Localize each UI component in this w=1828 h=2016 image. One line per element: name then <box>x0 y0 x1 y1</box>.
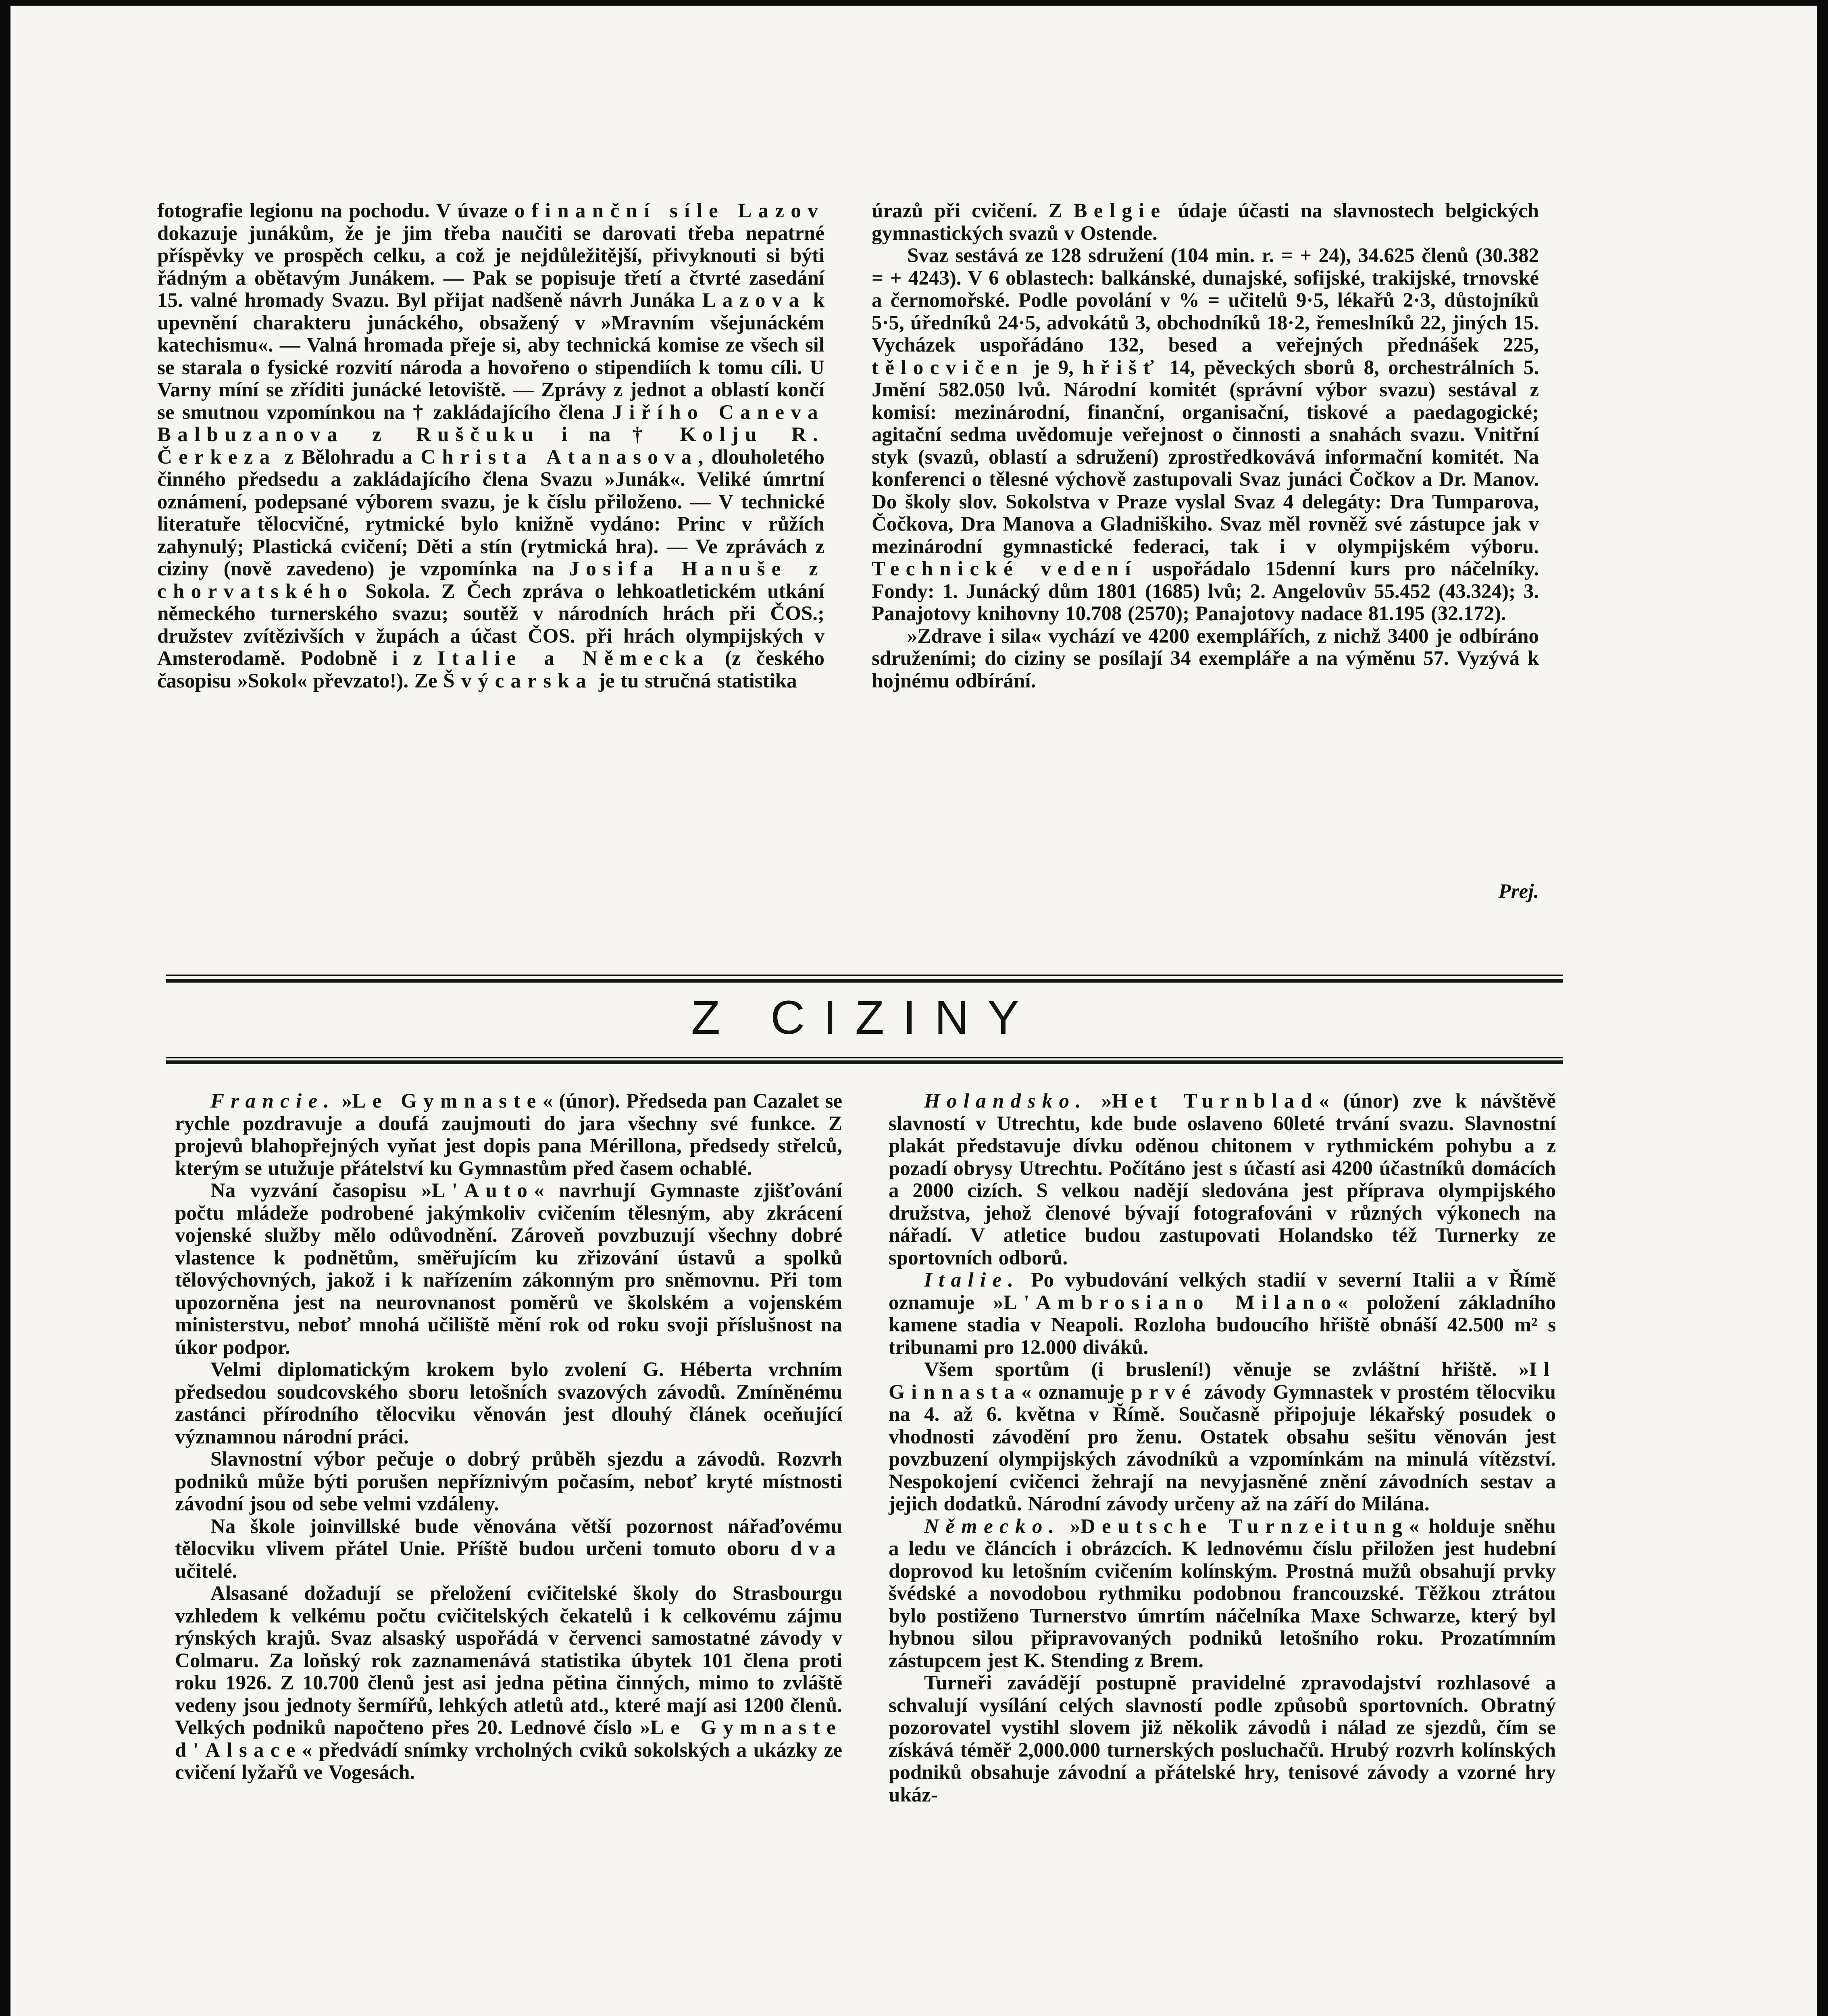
text-run: je tu stručná statistika <box>592 669 797 692</box>
section-title: Z CIZINY <box>691 991 1038 1044</box>
text-run: prvé <box>1131 1381 1197 1404</box>
text-run: Německo. <box>924 1515 1061 1538</box>
text-run: Kolju R. Čerkeza <box>157 423 824 469</box>
text-run: « (únor). Předseda pan Cazalet se rychle pozdravuje a doufá zaujmouti do jara všechny své funkce. Z projevů blahopřejných vyňat jest dopis pana Mérillona, předsedy střelců, kterým se utužuje přátelství ku Gymnastům před časem ochablé. <box>175 1090 843 1180</box>
text-run: k upevnění charakteru junáckého, obsažený v »Mravním všejunáckém katechismu«. — Valná hromada přeje si, aby technická komise ze všech sil se starala o fysické rozvití národa a hovořeno o stipendiích k tomu cíli. U Varny míní se zříditi junácké letoviště. — Zprávy z jednot a oblastí končí se smutnou vzpomínkou na † zakládajícího člena <box>157 289 824 424</box>
text-run: » <box>1087 1090 1112 1112</box>
bottom-right-column <box>889 1090 1556 1806</box>
text-run: « holduje sněhu a ledu ve článcích i obrázcích. K lednovému číslu přiložen jest hudební doprovod ku letošním cvičením kolínským. Prostná mužů obsahují prvky švédské a novodobou rythmiku podobnou francouzské. Těžkou ztrátou bylo postiženo Turnerstvo úmrtím náčelníka Maxe Schwarze, který byl hybnou silou připravovaných podniků letošního roku. Prozatímním zástupcem jest K. Stending z Brem. <box>889 1515 1556 1672</box>
text-run: « položení základního kamene stadia v Neapoli. Rozloha budoucího hřiště obnáší 42.500 m² s tribunami pro 12.000 diváků. <box>889 1291 1556 1359</box>
paragraph <box>889 1516 1556 1672</box>
text-run: Le Gymnaste <box>352 1090 543 1112</box>
text-run: L'Auto <box>431 1179 534 1202</box>
text-run: Velmi diplomatickým krokem bylo zvolení G. Héberta vrchním předsedou soudcovského sboru letošních svazových závodů. Zmíněnému zastánci přírodního tělocviku věnován jest dlouhý článek oceňující významnou národní práci. <box>175 1358 842 1448</box>
title-rule-top-thick <box>166 979 1563 983</box>
text-run: Italie a Německa <box>437 647 710 670</box>
text-run: Le Gymnaste d'Alsace <box>175 1716 842 1762</box>
text-run: závody Gymnastek v prostém tělocviku na 4. až 6. května v Římě. Současně připojuje lékařský posudek o vhodnosti závodění pro ženu. Ostatek obsahu sešitu věnován jest povzbuzení olympijských závodníků a vzpomínkám na minulá vítězství. Nespokojení cvičenci žehrají na nevyjasněné znění závodních sestav a jejich dodatků. Národní závody určeny až na září do Milána. <box>889 1381 1556 1515</box>
title-rule-top-thin <box>166 975 1563 976</box>
text-run: » <box>335 1090 352 1112</box>
text-run: finanční síle Lazov <box>531 200 824 222</box>
text-run: Švýcarska <box>443 669 593 692</box>
text-run: Na škole joinvillské bude věnována větší pozornost nářaďovému tělocviku vlivem přátel Unie. Příště budou určeni tomuto oboru <box>175 1515 842 1560</box>
text-run: Technické vedení <box>872 558 1137 580</box>
paragraph <box>889 1359 1556 1516</box>
signature-line <box>872 881 1539 905</box>
text-run: Jiřího Caneva Balbuzanova z Ruščuku <box>157 401 824 446</box>
text-run: dva <box>790 1537 842 1560</box>
text-run: « navrhují Gymnaste zjišťování počtu mládeže podrobené jakýmkoliv cvičením tělesným, aby zkrácení vojenské služby mělo odůvodnění. Zároveň povzbuzují všechny dobré vlastence k podnětům, směřujícím ku zřizování ústavů a spolků tělovýchovných, jakož i k nařízením zákonným pro sněmovnu. Při tom upozorněna jest na neurovnanost poměrů ve školském a vojenském ministerstvu, neboť mnohá učiliště mění rok od roku svoji příslušnost na úkor podpor. <box>175 1179 843 1359</box>
paragraph <box>175 1090 842 1180</box>
paragraph <box>872 200 1539 245</box>
text-run: je 9, <box>1024 356 1083 379</box>
text-run: úrazů při cvičení. Z <box>872 200 1074 222</box>
bottom-left-column <box>175 1090 842 1784</box>
text-run: « předvádí snímky vrcholných cviků sokolských a ukázky ze cvičení lyžařů ve Vogesách. <box>175 1739 842 1784</box>
text-run: Josifa Hanuše z chorvatského <box>157 558 824 603</box>
paragraph <box>175 1516 842 1583</box>
text-run: Holandsko. <box>924 1090 1088 1112</box>
paragraph <box>175 1583 842 1784</box>
text-run: (z českého časopisu »Sokol« převzato!). Ze <box>157 647 825 692</box>
text-run: L'Ambrosiano Milano <box>1003 1291 1338 1314</box>
text-run: Christa Atanasova <box>421 446 698 469</box>
text-run: « (únor) zve k návštěvě slavností v Utrechtu, kde bude oslaveno 60leté trvání svazu. Slavnostní plakát představuje dívku oděnou chitonem v rythmickém pohybu a z pozadí obrysy Utrechtu. Počítáno jest s účastí asi 4200 účastníků domácích a 2000 cizích. S velkou nadějí sledována jest příprava olympijského družstva, jehož členové bývají fotografováni v různých výkonech na nářadí. V atletice budou zastupovati Holandsko též Turnerky ze sportovních odborů. <box>889 1090 1556 1269</box>
text-run: z Bělohradu a <box>276 446 421 469</box>
text-run: tělocvičen <box>872 356 1024 379</box>
paragraph <box>872 245 1539 625</box>
text-run: » <box>1060 1515 1081 1538</box>
text-run: 14, pěveckých sborů 8, orchestrálních 5. Jmění 582.050 lvů. Národní komitét (správní výbor svazu) sestával z komisí: mezinárodní, finanční, organisační, tiskové a paedagogické; agitační sedma uvědomuje veřejnost o činnosti a snahách svazu. Vnitřní styk (svazů, oblastí a sdružení) zprostředkovává informační komitét. Na konferenci o tělesné výchově zastupovali Svaz junáci Čočkov a Dr. Manov. Do školy slov. Sokolstva v Praze vyslal Svaz 4 delegáty: Dra Tumparova, Čočkova, Dra Manova a Gladniškiho. Svaz měl rovněž své zástupce jak v mezinárodní gymnastické federaci, tak i v olympijském výboru. <box>872 356 1539 558</box>
text-run: Lazova <box>702 289 806 312</box>
text-run: Deutsche Turnzeitung <box>1080 1515 1409 1538</box>
paragraph <box>889 1090 1556 1269</box>
title-rule-bottom-thick <box>166 1060 1563 1064</box>
text-run: Francie. <box>210 1090 336 1112</box>
text-run: »Zdrave i sila« vychází ve 4200 exemplářích, z nichž 3400 je odbíráno sdruženími; do ciziny se posílají 34 exempláře a na výměnu 57. Vyzývá k hojnému odbírání. <box>872 625 1539 692</box>
text-run: Svaz sestává ze 128 sdružení (104 min. r. = + 24), 34.625 členů (30.382 = + 4243). V 6 oblastech: balkánské, dunajské, sofijské, trakijské, trnovské a černomořské. Podle povolání v % = učitelů 9·5, lékařů 2·3, důstojníků 5·5, úředníků 24·5, advokátů 3, obchodníků 18·2, řemeslníků 22, jiných 15. Vycházek uspořádáno 132, besed a veřejných přednášek 225, <box>872 244 1539 356</box>
text-run: Na vyzvání časopisu » <box>210 1179 432 1202</box>
text-run: Po vybudování velkých stadií v severní Italii a v Římě oznamuje » <box>889 1269 1556 1314</box>
text-run: Sokola. Z Čech zpráva o lehkoatletickém utkání německého turnerského svazu; soutěž v národních hrách při ČOS.; družstev zvítězivších v župách a účast ČOS. při hrách olympijských v Amsterodamě. Podobně i z <box>157 580 824 670</box>
text-run: Italie. <box>924 1269 1020 1291</box>
text-run: hřišť <box>1083 356 1161 379</box>
text-run: fotografie legionu na pochodu. V úvaze o <box>157 200 532 222</box>
text-run: dokazuje junákům, že je jim třeba naučiti se darovati třeba nepatrné příspěvky ve prospěch celku, a což je nejdůležitější, přivyknouti si býti řádným a obětavým Junákem. — Pak se popisuje třetí a čtvrté zasedání 15. valné hromady Svazu. Byl přijat nadšeně návrh Junáka <box>157 222 824 312</box>
text-run: Turneři zavádějí postupně pravidelné zpravodajství rozhlasové a schvalují vysílání celých slavností podle způsobů sportovních. Obratný pozorovatel vystihl slovem již několik závodů i nálad ze sjezdů, čím se získává téměř 2,000.000 turnerských posluchačů. Hrubý rozvrh kolínských podniků obsahuje závodní a přátelské hry, tenisové závody a vzorné hry ukáz- <box>889 1672 1556 1806</box>
signature: Prej. <box>1498 880 1539 903</box>
text-run: Alsasané dožadují se přeložení cvičitelské školy do Strasbourgu vzhledem k velkému počtu cvičitelských čekatelů i k celkovému zájmu rýnských krajů. Svaz alsaský uspořádá v červenci samostatné závody v Colmaru. Za loňský rok zaznamenává statistika úbytek 101 člena proti roku 1926. Z 10.700 členů jest asi jedna pětina činných, mimo to zvláště vedeny jsou jednoty šermířů, lehkých atletů atd., které mají asi 1200 členů. Velkých podniků napočteno přes 20. Lednové číslo » <box>175 1582 842 1739</box>
paragraph <box>175 1180 842 1359</box>
text-run: uspořádalo 15denní kurs pro náčelníky. Fondy: 1. Junácký dům 1801 (1685) lvů; 2. Angelovův 55.452 (43.324); 3. Panajotovy knihovny 10.708 (2570); Panajotovy nadace 81.195 (32.172). <box>872 558 1539 625</box>
text-run: « oznamuje <box>1021 1381 1131 1404</box>
text-run: Belgie <box>1073 200 1167 222</box>
text-run: Slavnostní výbor pečuje o dobrý průběh sjezdu a závodů. Rozvrh podniků může býti porušen nepříznivým počasím, neboť kryté místnosti závodní jsou od sebe velmi vzdáleny. <box>175 1448 842 1515</box>
text-run: , dlouholetého činného předsedu a zakládajícího člena Svazu »Junák«. Veliké úmrtní oznámení, podepsané výborem svazu, je k číslu přiloženo. — V technické literatuře tělocvičné, rytmické bylo knižně vydáno: Princ v růžích zahynulý; Plastická cvičení; Děti a stín (rytmická hra). — Ve zprávách z ciziny (nově zavedeno) je vzpomínka na <box>157 446 825 580</box>
paragraph <box>889 1269 1556 1359</box>
text-run: Il Ginnasta <box>889 1358 1556 1404</box>
paragraph <box>175 1448 842 1516</box>
text-run: údaje účasti na slavnostech belgických gymnastických svazů v Ostende. <box>872 200 1539 245</box>
text-run: i na † <box>540 423 680 446</box>
paragraph <box>872 625 1539 693</box>
top-right-column <box>872 200 1539 692</box>
text-run: Het Turnblad <box>1112 1090 1319 1112</box>
paragraph <box>175 1359 842 1448</box>
text-run: Všem sportům (i bruslení!) věnuje se zvláštní hřiště. » <box>924 1358 1529 1381</box>
page <box>10 6 1817 2016</box>
title-rule-bottom-thin <box>166 1057 1563 1058</box>
top-left-column <box>157 200 824 692</box>
text-run: učitelé. <box>175 1560 237 1583</box>
paragraph <box>889 1672 1556 1806</box>
paragraph <box>157 200 824 692</box>
